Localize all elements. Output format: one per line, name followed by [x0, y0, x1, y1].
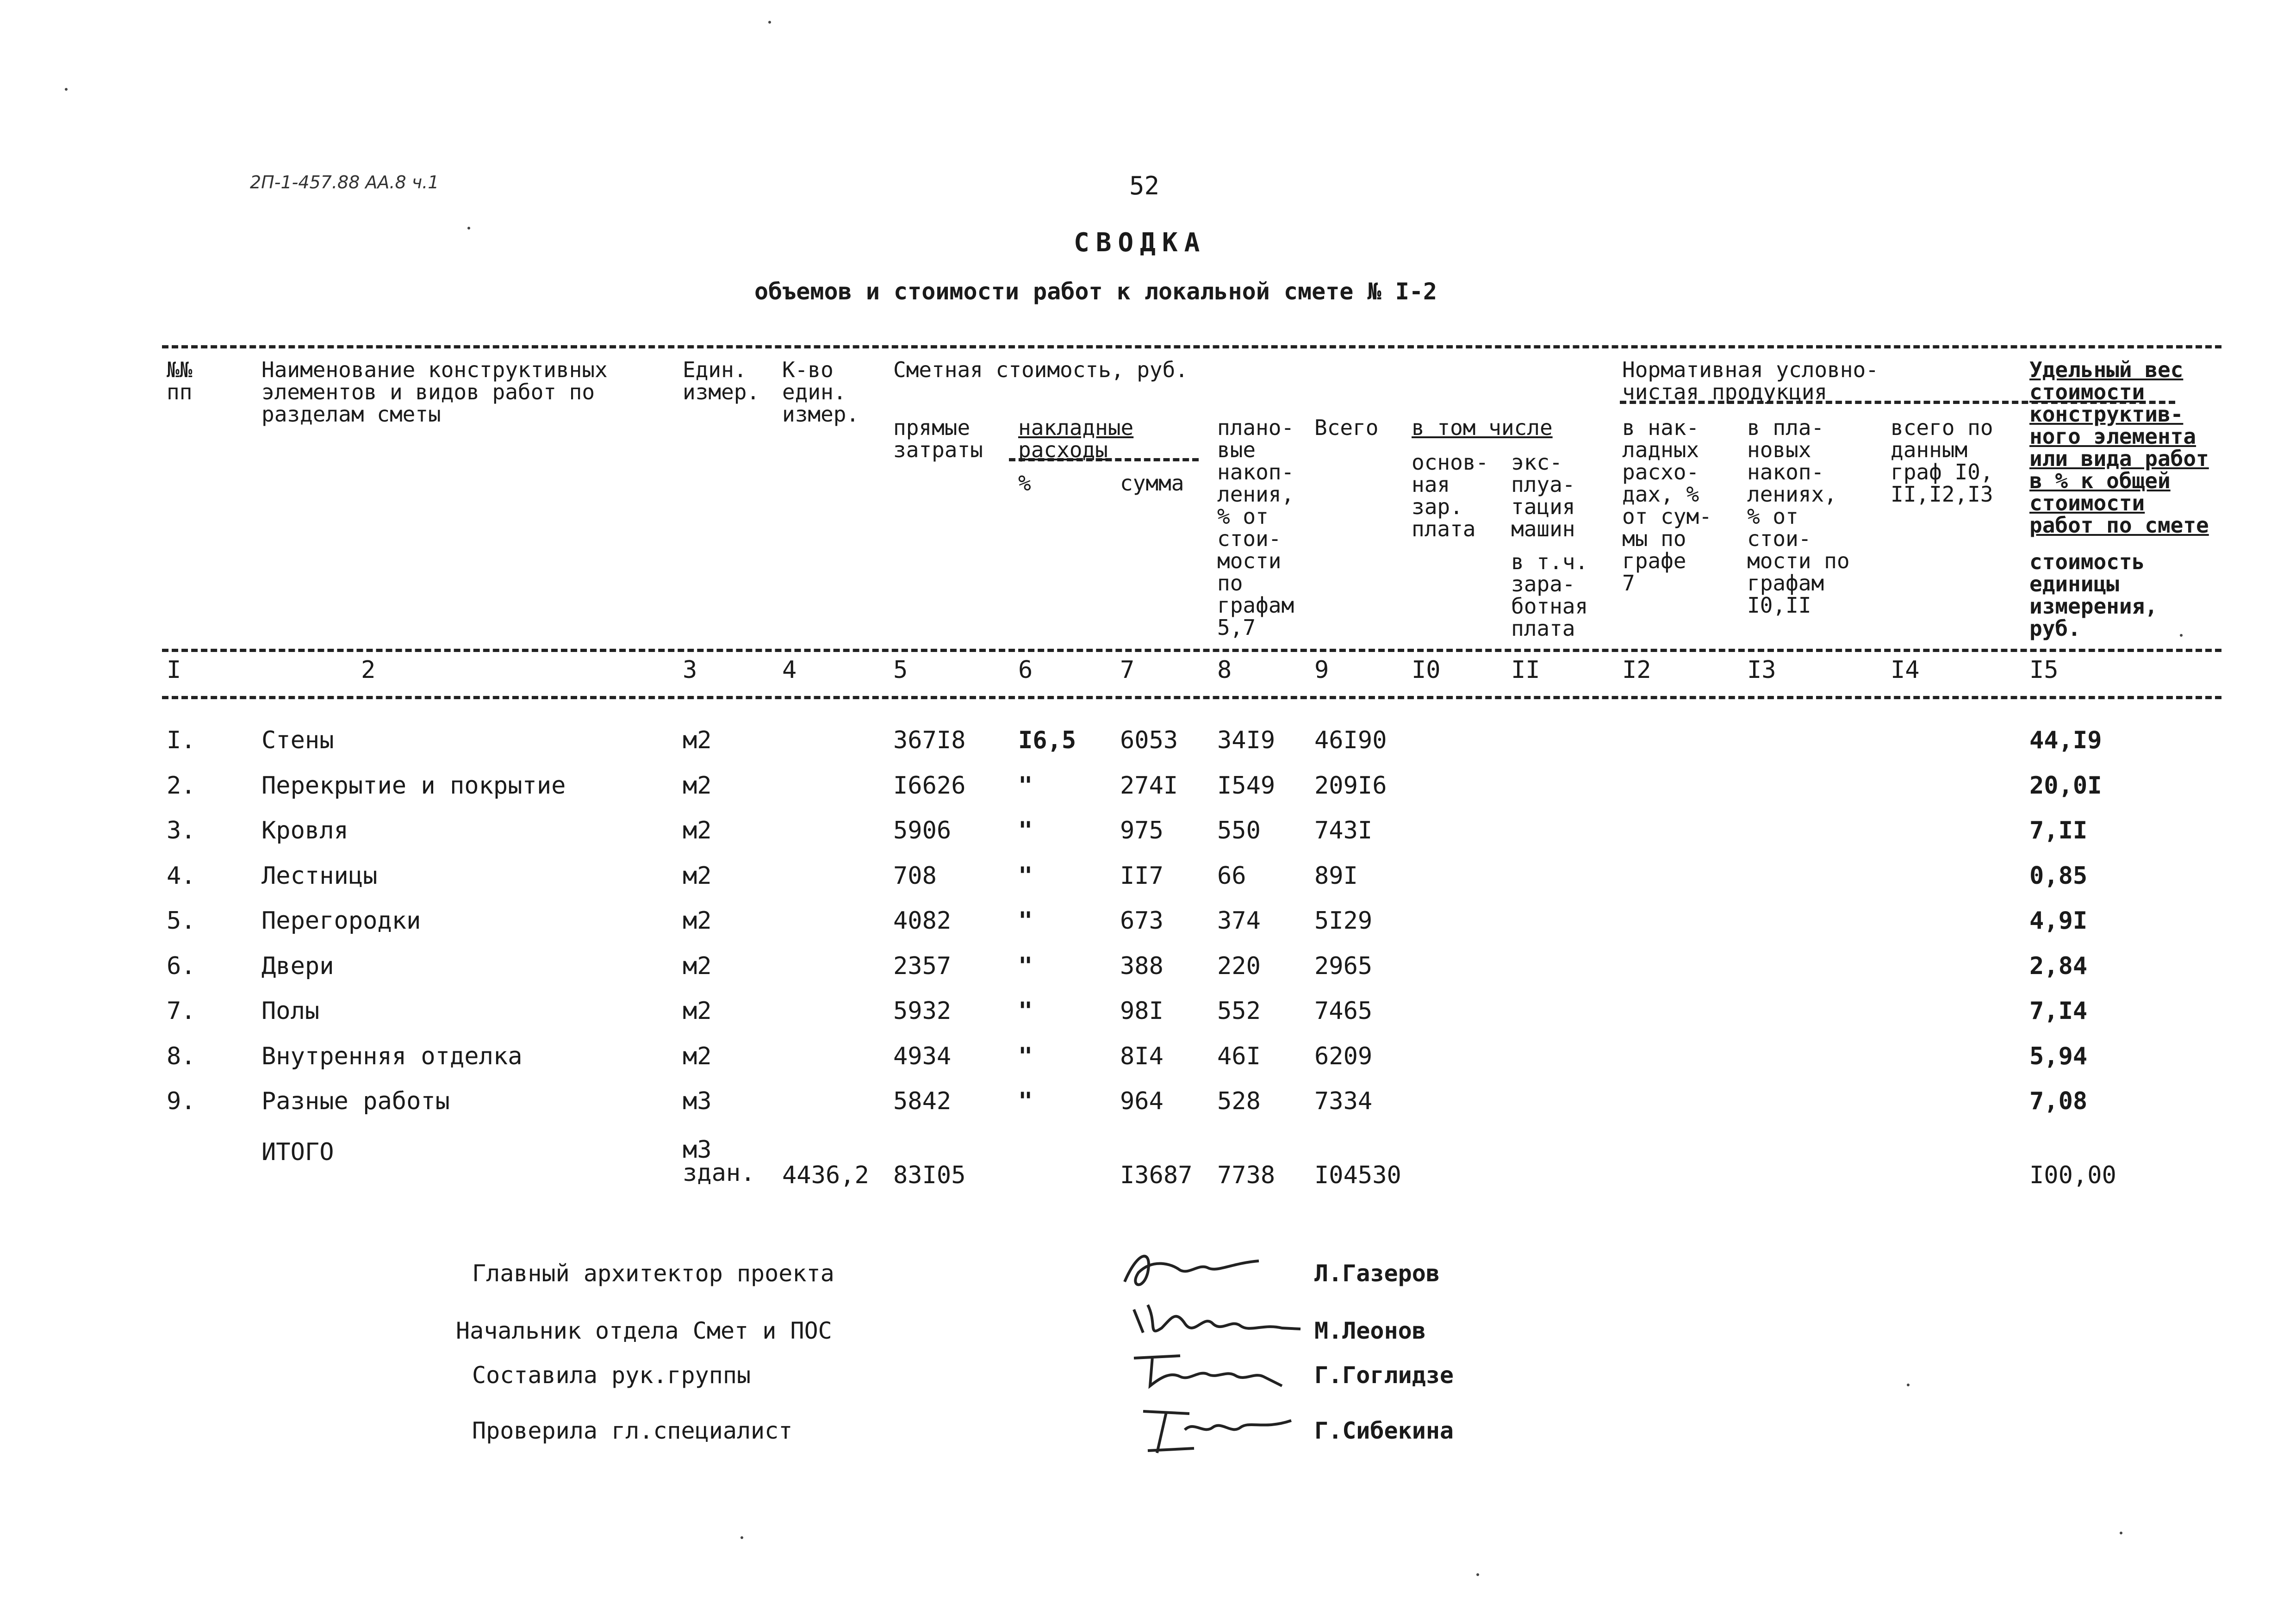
row-name: Полы: [261, 997, 320, 1025]
signature-name: Л.Газеров: [1314, 1260, 1440, 1287]
row-planned-savings: 220: [1217, 952, 1261, 980]
column-header-machine-operation: экс- плуа- тация машин: [1511, 450, 1575, 541]
row-name: Перекрытие и покрытие: [261, 771, 566, 800]
signature-name: М.Леонов: [1314, 1317, 1426, 1344]
row-share: 5,94: [2029, 1042, 2088, 1070]
row-unit: м2: [683, 726, 712, 754]
scan-speck: [1476, 1573, 1479, 1576]
column-header-planned-savings: плано- вые накоп- ления, % от стои- мости по графам 5,7: [1217, 415, 1294, 640]
row-number: 8.: [167, 1042, 196, 1070]
column-header-cost-group: Сметная стоимость, руб.: [893, 357, 1188, 382]
column-number: I5: [2029, 656, 2059, 684]
row-name: Внутренняя отделка: [261, 1042, 523, 1070]
scan-speck: [467, 227, 470, 230]
handwritten-signature: [1139, 1402, 1296, 1458]
row-unit: м3: [683, 1087, 712, 1115]
column-header-norm-overhead: в нак- ладных расхо- дах, % от сум- мы по графе 7: [1622, 415, 1712, 596]
column-header-norm-planned: в пла- новых накоп- лениях, % от стои- мости по графам I0,II: [1747, 415, 1850, 618]
column-number: I4: [1891, 656, 1920, 684]
row-share: 7,II: [2029, 817, 2088, 844]
column-header-overhead-percent: %: [1018, 471, 1031, 496]
document-code: 2П-1-457.88 АА.8 ч.1: [250, 172, 439, 192]
column-number: 9: [1314, 656, 1329, 684]
column-number: I3: [1747, 656, 1776, 684]
row-direct-costs: 4934: [893, 1042, 952, 1070]
row-unit: м2: [683, 952, 712, 980]
column-header-total: Всего: [1314, 415, 1379, 440]
row-unit: м2: [683, 997, 712, 1025]
row-unit: м2: [683, 1042, 712, 1070]
row-planned-savings: 528: [1217, 1087, 1261, 1115]
column-number: 2: [361, 656, 376, 684]
column-number: 4: [782, 656, 797, 684]
row-direct-costs: 4082: [893, 907, 952, 935]
row-number: 5.: [167, 907, 196, 935]
total-label: ИТОГО: [261, 1138, 334, 1166]
total-quantity: 4436,2: [782, 1161, 869, 1189]
column-number: 3: [683, 656, 697, 684]
row-overhead-sum: 98I: [1120, 997, 1164, 1025]
column-header-machine-salary: в т.ч. зара- ботная плата: [1511, 549, 1588, 641]
column-header-share: Удельный вес стоимости конструктив- ного элемента или вида работ в % к общей стоимости работ по смете: [2029, 357, 2209, 538]
row-total: 2965: [1314, 952, 1373, 980]
row-name: Лестницы: [261, 862, 378, 890]
row-total: 89I: [1314, 862, 1358, 890]
row-total: 46I90: [1314, 726, 1387, 754]
row-overhead-percent: ": [1018, 817, 1033, 844]
column-number: 6: [1018, 656, 1033, 684]
column-header-name: Наименование конструктивных элементов и видов работ по разделам сметы: [261, 357, 608, 427]
row-planned-savings: 552: [1217, 997, 1261, 1025]
total-overhead-sum: I3687: [1120, 1161, 1193, 1189]
scan-speck: [2180, 634, 2183, 637]
total-direct-costs: 83I05: [893, 1161, 966, 1189]
scan-speck: [2120, 1532, 2122, 1534]
row-direct-costs: 708: [893, 862, 937, 890]
row-total: 209I6: [1314, 771, 1387, 800]
row-planned-savings: 550: [1217, 817, 1261, 844]
row-name: Перегородки: [261, 907, 421, 935]
row-unit: м2: [683, 907, 712, 935]
column-number: 5: [893, 656, 908, 684]
row-overhead-sum: 6053: [1120, 726, 1178, 754]
column-header-direct-costs: прямые затраты: [893, 415, 983, 462]
column-header-base-salary: основ- ная зар. плата: [1412, 450, 1489, 541]
row-overhead-percent: ": [1018, 862, 1033, 890]
row-share: 20,0I: [2029, 771, 2102, 800]
row-share: 0,85: [2029, 862, 2088, 890]
row-overhead-percent: ": [1018, 997, 1033, 1025]
handwritten-signature: [1129, 1349, 1287, 1395]
row-overhead-percent: ": [1018, 1087, 1033, 1115]
row-direct-costs: 5932: [893, 997, 952, 1025]
total-share: I00,00: [2029, 1161, 2116, 1189]
scan-speck: [1907, 1384, 1910, 1386]
row-number: I.: [167, 726, 196, 754]
scan-speck: [768, 21, 771, 24]
row-overhead-percent: ": [1018, 771, 1033, 800]
column-header-norm-group: Нормативная условно- чистая продукция: [1622, 357, 1879, 404]
column-header-including-group: в том числе: [1412, 415, 1553, 440]
column-header-unit: Един. измер.: [683, 357, 760, 404]
row-unit: м2: [683, 817, 712, 844]
row-planned-savings: 46I: [1217, 1042, 1261, 1070]
total-overall: I04530: [1314, 1161, 1401, 1189]
row-share: 44,I9: [2029, 726, 2102, 754]
row-direct-costs: 367I8: [893, 726, 966, 754]
total-unit: м3 здан.: [683, 1136, 755, 1187]
row-planned-savings: I549: [1217, 771, 1276, 800]
document-subtitle: объемов и стоимости работ к локальной смете № I-2: [754, 278, 1437, 305]
row-overhead-percent: ": [1018, 952, 1033, 980]
signature-role: Начальник отдела Смет и ПОС: [456, 1317, 832, 1344]
row-direct-costs: 5906: [893, 817, 952, 844]
column-number: I2: [1622, 656, 1651, 684]
column-header-overhead-group: накладные расходы: [1018, 415, 1134, 462]
row-number: 6.: [167, 952, 196, 980]
scan-speck: [65, 88, 68, 91]
row-number: 7.: [167, 997, 196, 1025]
column-header-overhead-sum: сумма: [1120, 471, 1184, 496]
row-direct-costs: I6626: [893, 771, 966, 800]
total-planned-savings: 7738: [1217, 1161, 1276, 1189]
row-planned-savings: 374: [1217, 907, 1261, 935]
row-number: 3.: [167, 817, 196, 844]
column-header-quantity: К-во един. измер.: [782, 357, 859, 427]
signature-role: Проверила гл.специалист: [472, 1417, 793, 1444]
row-planned-savings: 66: [1217, 862, 1246, 890]
column-number: I: [167, 656, 181, 684]
row-overhead-percent: I6,5: [1018, 726, 1076, 754]
row-total: 7334: [1314, 1087, 1373, 1115]
signature-name: Г.Гоглидзе: [1314, 1362, 1454, 1389]
row-direct-costs: 5842: [893, 1087, 952, 1115]
signature-name: Г.Сибекина: [1314, 1417, 1454, 1444]
row-name: Разные работы: [261, 1087, 450, 1115]
column-numbers-rule: [162, 696, 2221, 699]
row-name: Кровля: [261, 817, 348, 844]
row-overhead-percent: ": [1018, 907, 1033, 935]
row-planned-savings: 34I9: [1217, 726, 1276, 754]
signature-role: Главный архитектор проекта: [472, 1260, 834, 1287]
column-header-number: №№ пп: [167, 357, 193, 404]
row-total: 7465: [1314, 997, 1373, 1025]
column-number: 8: [1217, 656, 1232, 684]
row-overhead-sum: 975: [1120, 817, 1164, 844]
table-top-rule: [162, 345, 2221, 348]
row-name: Стены: [261, 726, 334, 754]
header-bottom-rule: [162, 649, 2221, 652]
handwritten-signature: [1129, 1296, 1305, 1347]
row-overhead-sum: 673: [1120, 907, 1164, 935]
row-share: 4,9I: [2029, 907, 2088, 935]
row-overhead-sum: 388: [1120, 952, 1164, 980]
row-direct-costs: 2357: [893, 952, 952, 980]
row-number: 2.: [167, 771, 196, 800]
row-overhead-sum: 8I4: [1120, 1042, 1164, 1070]
page-number: 52: [1129, 171, 1160, 200]
column-header-unit-cost: стоимость единицы измерения, руб.: [2029, 549, 2158, 641]
document-title: СВОДКА: [1074, 228, 1207, 258]
signature-role: Составила рук.группы: [472, 1362, 751, 1389]
row-unit: м2: [683, 771, 712, 800]
row-share: 2,84: [2029, 952, 2088, 980]
column-number: I0: [1412, 656, 1441, 684]
row-total: 5I29: [1314, 907, 1373, 935]
row-overhead-sum: 964: [1120, 1087, 1164, 1115]
column-number: II: [1511, 656, 1540, 684]
row-share: 7,08: [2029, 1087, 2088, 1115]
column-header-norm-total: всего по данным граф I0, II,I2,I3: [1891, 415, 1993, 507]
row-number: 9.: [167, 1087, 196, 1115]
row-name: Двери: [261, 952, 334, 980]
row-overhead-sum: II7: [1120, 862, 1164, 890]
row-overhead-sum: 274I: [1120, 771, 1178, 800]
row-overhead-percent: ": [1018, 1042, 1033, 1070]
column-number: 7: [1120, 656, 1135, 684]
row-number: 4.: [167, 862, 196, 890]
row-total: 6209: [1314, 1042, 1373, 1070]
scan-speck: [740, 1536, 743, 1539]
handwritten-signature: [1120, 1245, 1268, 1296]
row-share: 7,I4: [2029, 997, 2088, 1025]
row-total: 743I: [1314, 817, 1373, 844]
row-unit: м2: [683, 862, 712, 890]
